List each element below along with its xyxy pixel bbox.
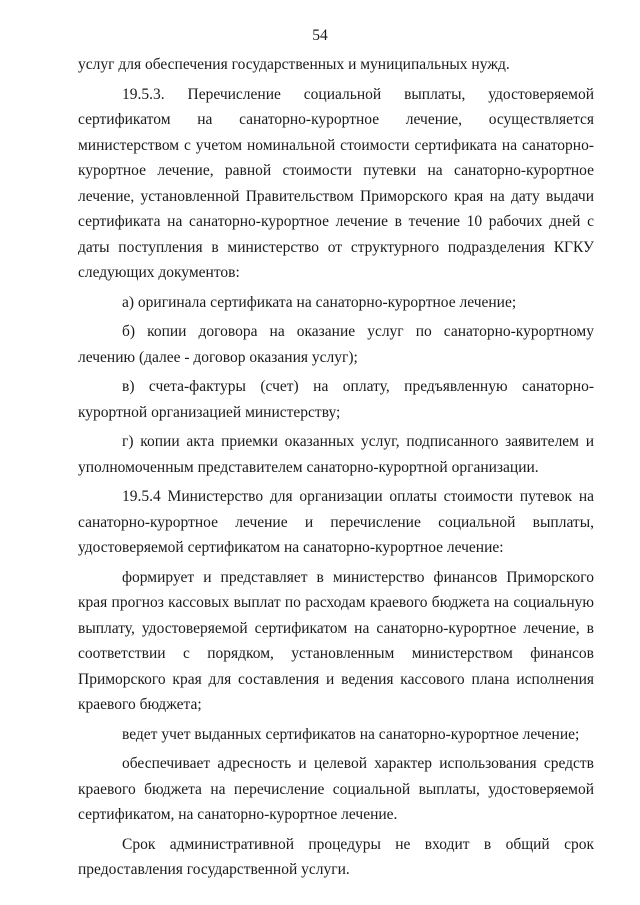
paragraph-19-5-3: 19.5.3. Перечисление социальной выплаты, удостоверяемой сертификатом на санаторно-курортное лечение, осуществляется министерством с учетом номинальной стоимости сертификата на санаторно-курортное лечение, равной стоимости путевки на санаторно-курортное лечение, установленной Правительством Приморского края на дату выдачи сертификата на санаторно-курортное лечение в течение 10 рабочих дней с даты поступления в министерство от структурного подразделения КГКУ следующих документов: [78, 85, 594, 281]
paragraph-accounting: ведет учет выданных сертификатов на санаторно-курортное лечение; [122, 725, 580, 743]
paragraph-targeting: обеспечивает адресность и целевой характер использования средств краевого бюджета на перечисление социальной выплаты, удостоверяемой сертификатом, на санаторно-курортное лечение. [78, 755, 594, 823]
paragraph-continuation: услуг для обеспечения государственных и муниципальных нужд. [78, 56, 510, 73]
page-number: 54 [312, 27, 328, 44]
list-item-g: г) копии акта приемки оказанных услуг, подписанного заявителем и уполномоченным представителем санаторно-курортной организации. [78, 433, 594, 476]
paragraph-19-5-4: 19.5.4 Министерство для организации оплаты стоимости путевок на санаторно-курортное лечение и перечисление социальной выплаты, удостоверяемой сертификатом на санаторно-курортное лечение: [78, 488, 594, 556]
document-body [78, 52, 594, 883]
list-item-v: в) счета-фактуры (счет) на оплату, предъявленную санаторно-курортной организацией министерству; [78, 378, 594, 421]
list-item-b: б) копии договора на оказание услуг по санаторно-курортному лечению (далее - договор оказания услуг); [78, 323, 594, 366]
list-item-a: а) оригинала сертификата на санаторно-курортное лечение; [122, 293, 517, 311]
paragraph-forecast: формирует и представляет в министерство финансов Приморского края прогноз кассовых выплат по расходам краевого бюджета на социальную выплату, удостоверяемой сертификатом на санаторно-курортное лечение, в соответствии с порядком, установленным министерством финансов Приморского края для составления и ведения кассового плана исполнения краевого бюджета; [78, 568, 594, 713]
paragraph-term: Срок административной процедуры не входит в общий срок предоставления государственной услуги. [78, 835, 594, 878]
